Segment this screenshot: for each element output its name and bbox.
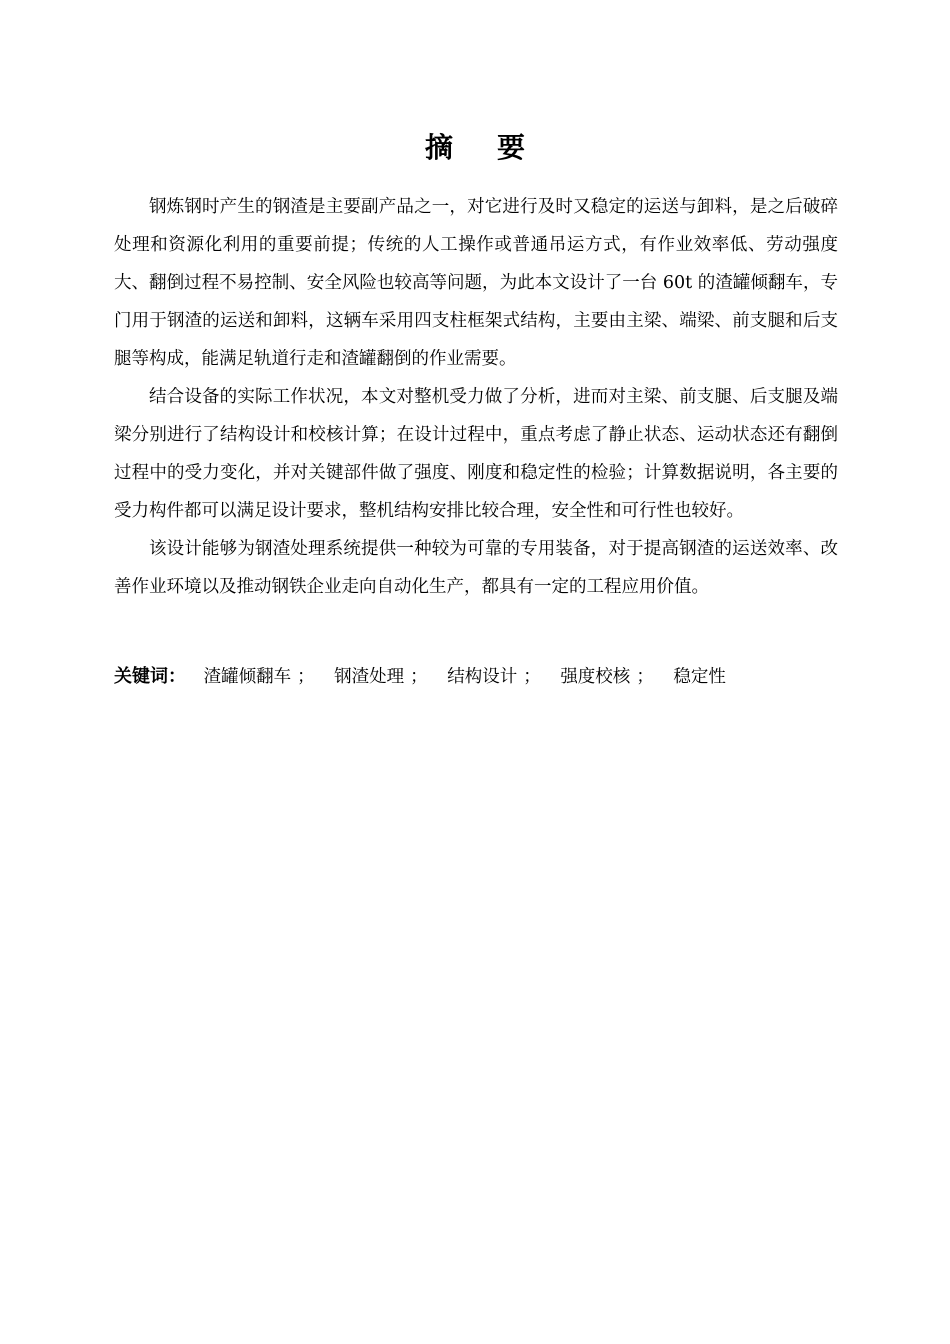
keyword-item: 稳定性	[673, 667, 726, 687]
abstract-paragraph-3: 该设计能够为钢渣处理系统提供一种较为可靠的专用装备，对于提高钢渣的运送效率、改善作业环境以及推动钢铁企业走向自动化生产，都具有一定的工程应用价值。	[114, 539, 838, 597]
abstract-paragraph-2: 结合设备的实际工作状况，本文对整机受力做了分析，进而对主梁、前支腿、后支腿及端梁分别进行了结构设计和校核计算；在设计过程中，重点考虑了静止状态、运动状态还有翻倒过程中的受力变化，并对关键部件做了强度、刚度和稳定性的检验；计算数据说明，各主要的受力构件都可以满足设计要求，整机结构安排比较合理，安全性和可行性也较好。	[114, 387, 838, 521]
abstract-title: 摘要	[424, 131, 569, 164]
keyword-separator: ；	[297, 667, 315, 687]
keyword-separator: ；	[636, 667, 654, 687]
keyword-item: 结构设计	[447, 667, 518, 687]
keywords-line	[114, 658, 838, 696]
keyword-item: 钢渣处理	[334, 667, 405, 687]
abstract-body	[114, 188, 838, 606]
keyword-separator: ；	[523, 667, 541, 687]
keyword-separator: ；	[410, 667, 428, 687]
keyword-item: 强度校核	[560, 667, 631, 687]
abstract-paragraph-1: 钢炼钢时产生的钢渣是主要副产品之一，对它进行及时又稳定的运送与卸料，是之后破碎处理和资源化利用的重要前提；传统的人工操作或普通吊运方式，有作业效率低、劳动强度大、翻倒过程不易控制、安全风险也较高等问题，为此本文设计了一台 60t 的渣罐倾翻车，专门用于钢渣的运送和卸料，这辆车采用四支柱框架式结构，主要由主梁、端梁、前支腿和后支腿等构成，能满足轨道行走和渣罐翻倒的作业需要。	[114, 197, 838, 369]
keyword-item: 渣罐倾翻车	[203, 667, 292, 687]
keywords-label: 关键词：	[114, 666, 186, 687]
